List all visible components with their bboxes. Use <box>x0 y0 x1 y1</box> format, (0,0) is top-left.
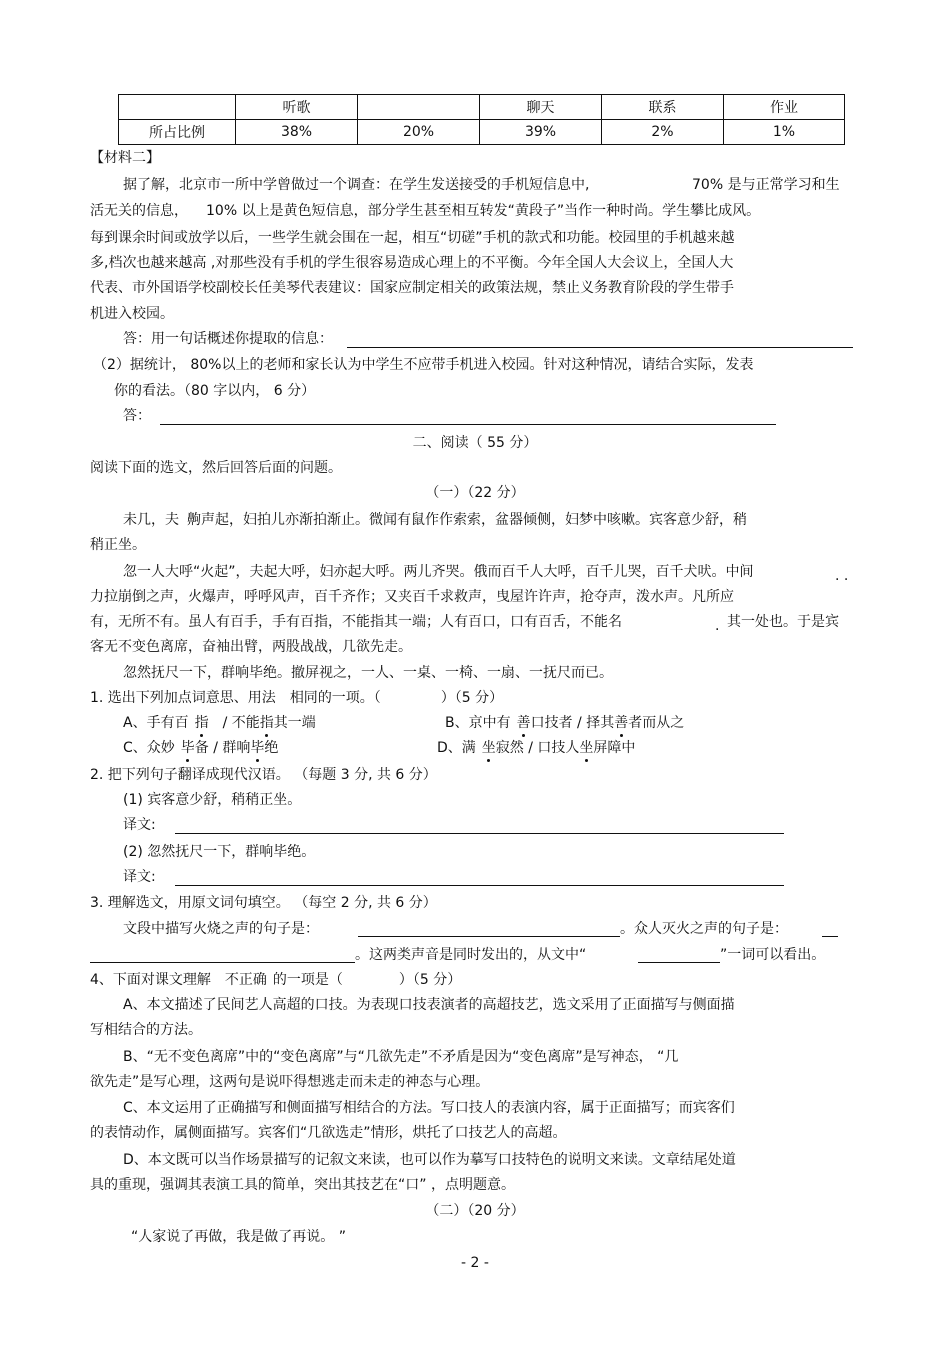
option-fragment: A、手有百 <box>123 715 189 731</box>
fill-text: ”一词可以看出。 <box>720 947 826 963</box>
instruction-text: 阅读下面的选文，然后回答后面的问题。 <box>90 460 342 476</box>
survey-table <box>118 94 845 145</box>
option-fragment: 寂然 / 口技人 <box>495 740 580 756</box>
part-title: （一）（22 分） <box>425 485 525 501</box>
option-fragment: 备 / 群响 <box>194 740 251 756</box>
passage-text: 客无不变色离席，奋袖出臂，两股战战，几欲先走。 <box>90 639 412 655</box>
answer-label: 答： <box>123 408 151 424</box>
table-cell: 1% <box>724 120 845 145</box>
fill-blank-fire[interactable] <box>358 936 620 937</box>
option-fragment: 绝 <box>264 740 279 756</box>
table-header-cell: 听歌 <box>236 95 358 120</box>
option-b-text[interactable]: B、“无不变色离席”中的“变色离席”与“几欲先走”不矛盾是因为“变色离席”是写神态， “几 <box>123 1049 679 1065</box>
fill-blank-word[interactable] <box>638 962 720 963</box>
fill-blank-extinguish[interactable] <box>90 962 355 963</box>
material-two-text: 10% 以上是黄色短信息，部分学生甚至相互转发“黄段子”当作一种时尚。学生攀比成风。 <box>206 203 761 219</box>
material-two-text: 代表、市外国语学校副校长任美琴代表建议：国家应制定相关的政策法规，禁止义务教育阶段的学生带手 <box>90 280 734 296</box>
dotted-word: 坐 <box>579 740 594 756</box>
dotted-word: 毕 <box>250 740 265 756</box>
option-fragment: C、众妙 <box>123 740 175 756</box>
option-a[interactable] <box>123 713 316 733</box>
question-3-stem: 3. 理解选文，用原文词句填空。 （每空 2 分, 共 6 分） <box>90 895 437 911</box>
stem-fragment: ）（5 分） <box>398 972 462 988</box>
question-1-stem <box>90 688 503 708</box>
table-cell: 20% <box>358 120 480 145</box>
passage-text: 其一处也。于是宾 <box>727 614 839 630</box>
stem-emphasis: 不正确 <box>224 972 267 988</box>
dotted-word: 善 <box>614 715 629 731</box>
option-d[interactable] <box>437 738 635 758</box>
passage-text: 力拉崩倒之声，火爆声，呼呼风声，百千齐作；又夹百千求救声，曳屋许许声，抢夺声，泼水声。凡所应 <box>90 589 734 605</box>
option-a-text: 写相结合的方法。 <box>90 1022 202 1038</box>
table-header-cell <box>358 95 480 120</box>
table-header-cell: 聊天 <box>480 95 602 120</box>
stray-dot: . <box>715 618 720 634</box>
question-2-stem: 2. 把下列句子翻译成现代汉语。 （每题 3 分, 共 6 分） <box>90 767 437 783</box>
option-fragment: / 不能 <box>222 715 260 731</box>
material-two-text: 机进入校园。 <box>90 306 174 322</box>
dotted-word: 坐 <box>481 740 496 756</box>
fill-text: 。众人灭火之声的句子是： <box>620 921 788 937</box>
option-fragment: 口技者 / 择其 <box>530 715 615 731</box>
translation-blank-2[interactable] <box>175 885 784 886</box>
dotted-word: 善 <box>516 715 531 731</box>
option-fragment: 其一端 <box>273 715 316 731</box>
material-two-text: 每到课余时间或放学以后，一些学生就会围在一起，相互“切磋”手机的款式和功能。校园里的手机越来越 <box>90 230 735 246</box>
passage-fragment: 齁 <box>187 512 201 528</box>
dotted-word: 毕 <box>180 740 195 756</box>
question-text: （2）据统计， 80%以上的老师和家长认为中学生不应带手机进入校园。针对这种情况，请结合实际，发表 <box>93 357 754 373</box>
passage-text: 稍正坐。 <box>90 537 146 553</box>
option-b-text: 欲先走”是写心理，这两句是说吓得想逃走而未走的神态与心理。 <box>90 1074 490 1090</box>
passage-text: 忽一人大呼“火起”，夫起大呼，妇亦起大呼。两儿齐哭。俄而百千人大呼，百千儿哭，百千犬吠。中间 <box>123 564 754 580</box>
material-two-text: 活无关的信息， <box>90 203 188 219</box>
question-text: 你的看法。（80 字以内， 6 分） <box>114 383 316 399</box>
translation-blank-1[interactable] <box>175 833 784 834</box>
dotted-word: 指 <box>194 715 209 731</box>
stem-fragment: 的一项是（ <box>272 972 343 988</box>
fill-text: 。这两类声音是同时发出的，从文中“ <box>355 947 587 963</box>
option-b[interactable] <box>445 713 684 733</box>
option-fragment: 屏障中 <box>593 740 636 756</box>
material-two-heading: 【材料二】 <box>90 150 160 166</box>
table-header-cell <box>119 95 236 120</box>
passage-quote: “人家说了再做，我是做了再说。 ” <box>131 1229 346 1245</box>
question-4-stem <box>90 970 461 990</box>
passage-fragment: 声起，妇拍儿亦渐拍渐止。微闻有鼠作作索索，盆器倾侧，妇梦中咳嗽。宾客意少舒，稍 <box>201 512 747 528</box>
table-header-row <box>119 95 845 120</box>
table-row-label: 所占比例 <box>119 120 236 145</box>
option-c-text[interactable]: C、本文运用了正确描写和侧面描写相结合的方法。写口技人的表演内容，属于正面描写；而宾客们 <box>123 1100 735 1116</box>
stem-fragment: 的一项。（ <box>317 690 381 706</box>
stem-fragment: ）（5 分） <box>440 690 504 706</box>
dotted-word: 指 <box>259 715 274 731</box>
passage-text <box>123 510 747 530</box>
section-title: 二、阅读（ 55 分） <box>412 435 538 451</box>
table-row <box>119 120 845 145</box>
sentence-1: (1) 宾客意少舒，稍稍正坐。 <box>123 792 302 808</box>
answer-blank[interactable] <box>160 424 776 425</box>
passage-text: 忽然抚尺一下，群响毕绝。撤屏视之，一人、一桌、一椅、一扇、一抚尺而已。 <box>123 665 613 681</box>
part-title: （二）（20 分） <box>425 1203 525 1219</box>
option-c-text: 的表情动作，属侧面描写。宾客们“几欲选走”情形，烘托了口技艺人的高超。 <box>90 1125 567 1141</box>
option-a-text[interactable]: A、本文描述了民间艺人高超的口技。为表现口技表演者的高超技艺，选文采用了正面描写与侧面描 <box>123 997 735 1013</box>
table-cell: 2% <box>602 120 724 145</box>
translate-label: 译文: <box>123 817 156 833</box>
table-header-cell: 联系 <box>602 95 724 120</box>
stem-fragment: 4、下面对课文理解 <box>90 972 211 988</box>
translate-label: 译文: <box>123 869 156 885</box>
material-two-text: 70% 是与正常学习和生 <box>692 177 840 193</box>
table-cell: 39% <box>480 120 602 145</box>
table-cell: 38% <box>236 120 358 145</box>
material-two-text: 据了解，北京市一所中学曾做过一个调查：在学生发送接受的手机短信息中, <box>123 177 590 193</box>
option-c[interactable] <box>123 738 278 758</box>
fill-blank-extinguish-start[interactable] <box>822 936 838 937</box>
stem-fragment: 1. 选出下列加点词意思、用法 <box>90 690 276 706</box>
table-header-cell: 作业 <box>724 95 845 120</box>
fill-text: 文段中描写火烧之声的句子是： <box>123 921 319 937</box>
answer-prompt: 答：用一句话概述你提取的信息： <box>123 331 333 347</box>
option-fragment: D、满 <box>437 740 476 756</box>
passage-text: 有，无所不有。虽人有百手，手有百指，不能指其一端；人有百口，口有百舌，不能名 <box>90 614 622 630</box>
stem-emphasis: 相同 <box>289 690 318 706</box>
sentence-2: (2) 忽然抚尺一下，群响毕绝。 <box>123 844 316 860</box>
page-number: - 2 - <box>461 1255 489 1271</box>
option-d-text[interactable]: D、本文既可以当作场景描写的记叙文来读，也可以作为摹写口技特色的说明文来读。文章结尾处道 <box>123 1152 736 1168</box>
answer-blank[interactable] <box>347 347 853 348</box>
stray-dots: . . <box>835 568 849 584</box>
option-fragment: B、京中有 <box>445 715 511 731</box>
material-two-text: 多,档次也越来越高 ,对那些没有手机的学生很容易造成心理上的不平衡。今年全国人大会议上，全国人大 <box>90 255 734 271</box>
option-d-text: 具的重现，强调其表演工具的简单，突出其技艺在“口” ，点明题意。 <box>90 1177 515 1193</box>
option-fragment: 者而从之 <box>628 715 685 731</box>
passage-fragment: 未几，夫 <box>123 512 179 528</box>
